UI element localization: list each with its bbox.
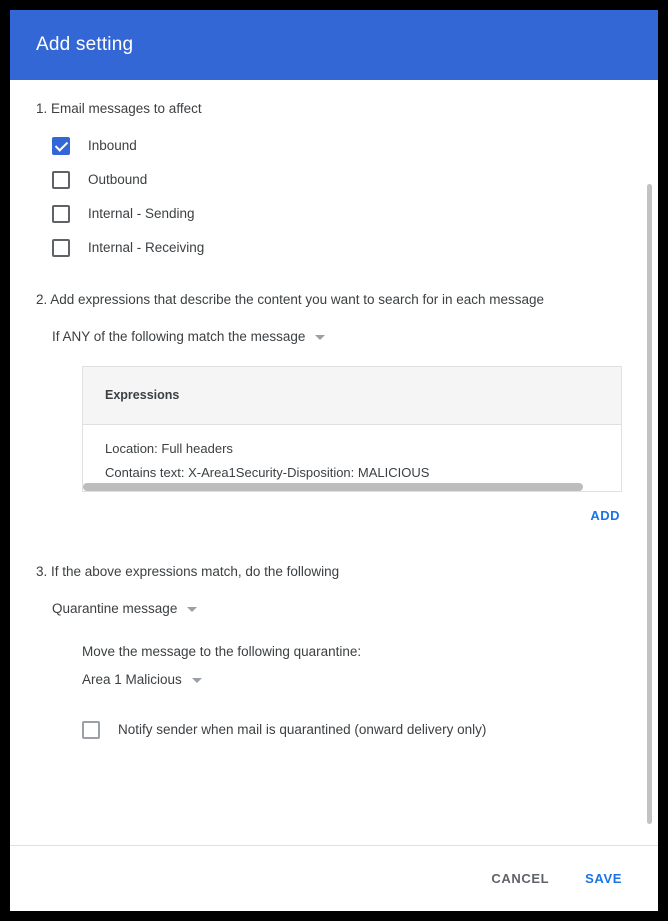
- chevron-down-icon: [192, 678, 202, 683]
- checkbox-internal-sending[interactable]: [52, 205, 70, 223]
- expressions-table-body: [83, 425, 621, 491]
- action-dropdown-value: Quarantine message: [52, 600, 178, 616]
- checkbox-label-outbound: Outbound: [88, 172, 148, 188]
- add-setting-dialog: [10, 10, 658, 911]
- checkbox-notify-sender[interactable]: [82, 721, 100, 739]
- dialog-scrollbar[interactable]: [650, 84, 655, 844]
- chevron-down-icon: [315, 335, 325, 340]
- checkbox-row-outbound[interactable]: [52, 171, 632, 189]
- dialog-scroll-thumb[interactable]: [647, 184, 652, 824]
- checkbox-row-internal-receiving[interactable]: [52, 239, 632, 257]
- checkbox-row-notify-sender[interactable]: [82, 721, 632, 739]
- table-row[interactable]: Location: Full headers: [105, 440, 233, 456]
- chevron-down-icon: [187, 607, 197, 612]
- add-expression-row: [82, 502, 622, 529]
- checkbox-inbound[interactable]: [52, 137, 70, 155]
- checkbox-outbound[interactable]: [52, 171, 70, 189]
- section-email-messages: [36, 100, 632, 257]
- quarantine-instruction: Move the message to the following quarantine:: [82, 643, 362, 659]
- section-actions: [36, 563, 632, 739]
- checkbox-label-internal-receiving: Internal - Receiving: [88, 240, 205, 256]
- checkbox-row-inbound[interactable]: [52, 137, 632, 155]
- checkbox-label-internal-sending: Internal - Sending: [88, 206, 195, 222]
- dialog-header: [10, 10, 658, 80]
- section3-label: 3. If the above expressions match, do the following: [36, 563, 340, 579]
- section1-label: 1. Email messages to affect: [36, 101, 202, 116]
- expressions-horizontal-scrollbar[interactable]: [83, 483, 621, 491]
- dialog-title: Add setting: [36, 34, 134, 55]
- expressions-table: [82, 366, 622, 492]
- expressions-column-header: Expressions: [105, 388, 180, 403]
- dialog-footer: [10, 845, 658, 911]
- checkbox-label-notify-sender: Notify sender when mail is quarantined (onward delivery only): [118, 722, 487, 738]
- expressions-table-header: [83, 367, 621, 425]
- expressions-horizontal-scroll-thumb[interactable]: [83, 483, 583, 491]
- checkbox-internal-receiving[interactable]: [52, 239, 70, 257]
- action-dropdown[interactable]: [52, 601, 197, 616]
- section-expressions: [36, 291, 632, 529]
- save-button[interactable]: SAVE: [585, 871, 622, 886]
- checkbox-row-internal-sending[interactable]: [52, 205, 632, 223]
- dialog-body: [10, 80, 658, 845]
- quarantine-dropdown-value: Area 1 Malicious: [82, 671, 182, 687]
- section2-label: 2. Add expressions that describe the content you want to search for in each message: [36, 291, 545, 307]
- table-row[interactable]: Contains text: X-Area1Security-Disposition: MALICIOUS: [105, 464, 430, 480]
- add-expression-button[interactable]: ADD: [590, 507, 620, 523]
- match-type-value: If ANY of the following match the message: [52, 328, 306, 344]
- quarantine-dropdown[interactable]: [82, 672, 202, 687]
- checkbox-label-inbound: Inbound: [88, 138, 137, 154]
- match-type-dropdown[interactable]: [52, 329, 325, 344]
- cancel-button[interactable]: CANCEL: [491, 871, 550, 886]
